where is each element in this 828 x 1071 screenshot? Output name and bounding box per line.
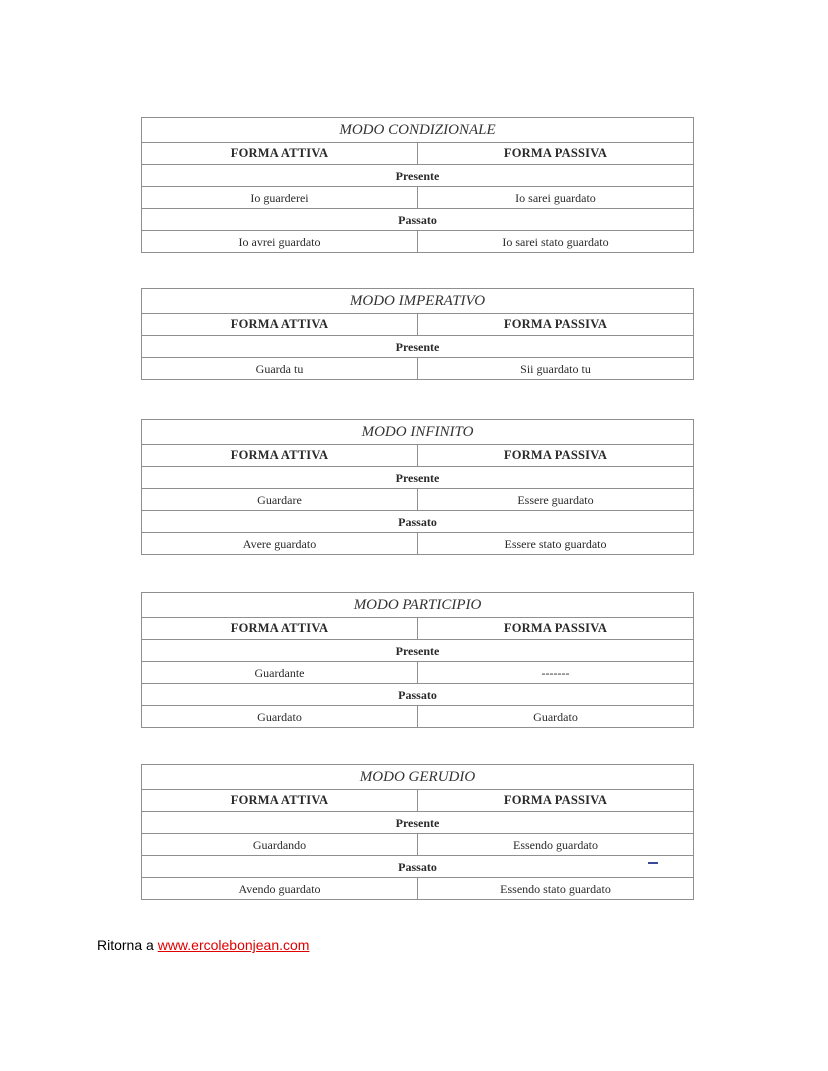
table-modo-infinito [141, 419, 694, 555]
table-modo-gerudio [141, 764, 694, 900]
active-form-cell: Guarda tu [142, 358, 418, 380]
table-title: MODO INFINITO [142, 420, 694, 445]
active-form-cell: Guardante [142, 662, 418, 684]
website-link[interactable]: www.ercolebonjean.com [157, 937, 310, 953]
active-form-cell: Guardando [142, 834, 418, 856]
active-form-cell: Avere guardato [142, 533, 418, 555]
passive-form-cell: Io sarei stato guardato [418, 231, 694, 253]
table-modo-participio [141, 592, 694, 728]
tense-label: Passato [142, 856, 694, 878]
tense-label: Presente [142, 812, 694, 834]
passive-form-cell: ------- [418, 662, 694, 684]
column-header-active: FORMA ATTIVA [142, 314, 418, 336]
active-form-cell: Io guarderei [142, 187, 418, 209]
passive-form-cell: Essendo guardato [418, 834, 694, 856]
active-form-cell: Guardato [142, 706, 418, 728]
footer-prefix: Ritorna a [97, 937, 154, 953]
table-title: MODO PARTICIPIO [142, 593, 694, 618]
table-title: MODO CONDIZIONALE [142, 118, 694, 143]
table-modo-imperativo [141, 288, 694, 380]
table-title: MODO GERUDIO [142, 765, 694, 790]
column-header-active: FORMA ATTIVA [142, 445, 418, 467]
passive-form-cell: Guardato [418, 706, 694, 728]
passive-form-cell: Essere guardato [418, 489, 694, 511]
column-header-active: FORMA ATTIVA [142, 618, 418, 640]
column-header-passive: FORMA PASSIVA [418, 790, 694, 812]
table-modo-condizionale [141, 117, 694, 253]
passive-form-cell: Io sarei guardato [418, 187, 694, 209]
scan-mark [648, 862, 658, 864]
column-header-passive: FORMA PASSIVA [418, 143, 694, 165]
passive-form-cell: Essendo stato guardato [418, 878, 694, 900]
active-form-cell: Guardare [142, 489, 418, 511]
tense-label: Passato [142, 684, 694, 706]
tense-label: Passato [142, 511, 694, 533]
column-header-active: FORMA ATTIVA [142, 143, 418, 165]
footer [97, 937, 309, 953]
passive-form-cell: Sii guardato tu [418, 358, 694, 380]
active-form-cell: Io avrei guardato [142, 231, 418, 253]
tense-label: Passato [142, 209, 694, 231]
column-header-passive: FORMA PASSIVA [418, 314, 694, 336]
column-header-passive: FORMA PASSIVA [418, 618, 694, 640]
tense-label: Presente [142, 336, 694, 358]
passive-form-cell: Essere stato guardato [418, 533, 694, 555]
tense-label: Presente [142, 165, 694, 187]
table-title: MODO IMPERATIVO [142, 289, 694, 314]
tense-label: Presente [142, 467, 694, 489]
column-header-active: FORMA ATTIVA [142, 790, 418, 812]
column-header-passive: FORMA PASSIVA [418, 445, 694, 467]
active-form-cell: Avendo guardato [142, 878, 418, 900]
tense-label: Presente [142, 640, 694, 662]
